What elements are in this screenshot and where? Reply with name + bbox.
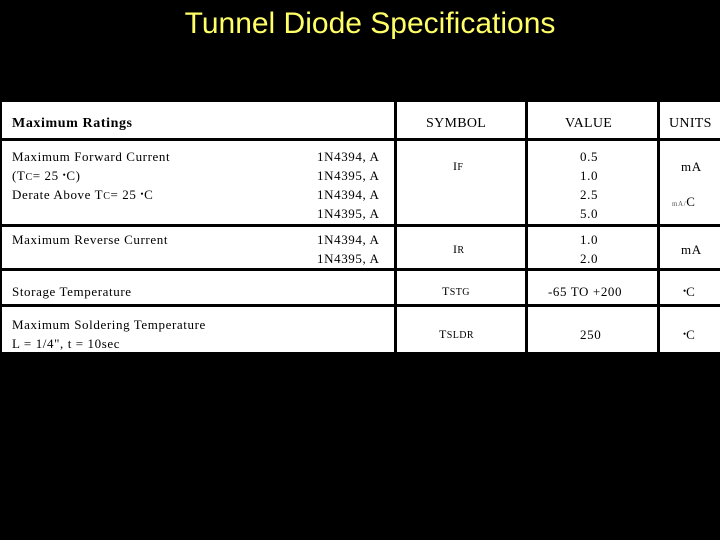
row-divider	[397, 304, 720, 307]
storage-temperature-value: -65 TO +200	[548, 284, 623, 299]
reverse-current-label: Maximum Reverse Current	[12, 232, 169, 247]
row-divider	[2, 304, 394, 307]
part-number: 1N4395, A	[317, 251, 380, 266]
storage-temperature-label: Storage Temperature	[12, 284, 132, 299]
soldering-temperature-value: 250	[580, 327, 602, 342]
header-symbol: SYMBOL	[426, 116, 487, 131]
derate-condition: Derate Above TC= 25 •C	[12, 187, 154, 202]
forward-current-value: 0.5	[580, 149, 599, 164]
forward-current-unit: mA	[681, 159, 702, 174]
header-units: UNITS	[669, 116, 712, 131]
reverse-current-unit: mA	[681, 242, 702, 257]
derate-unit: mA/C	[672, 194, 696, 209]
derate-value: 5.0	[580, 206, 599, 221]
reverse-current-value: 1.0	[580, 232, 599, 247]
forward-current-symbol: IF	[453, 159, 464, 173]
soldering-temperature-symbol: TSLDR	[439, 327, 474, 341]
soldering-condition: L = 1/4", t = 10sec	[12, 336, 121, 351]
part-number: 1N4394, A	[317, 149, 380, 164]
header-value: VALUE	[565, 116, 613, 131]
row-divider	[2, 268, 720, 271]
forward-current-value: 1.0	[580, 168, 599, 183]
derate-value: 2.5	[580, 187, 599, 202]
soldering-temperature-label: Maximum Soldering Temperature	[12, 317, 206, 332]
header-maximum-ratings: Maximum Ratings	[12, 116, 133, 131]
row-divider	[2, 224, 720, 227]
reverse-current-symbol: IR	[453, 242, 465, 256]
storage-temperature-symbol: TSTG	[442, 284, 470, 298]
part-number: 1N4394, A	[317, 232, 380, 247]
part-number: 1N4394, A	[317, 187, 380, 202]
slide-title: Tunnel Diode Specifications	[184, 7, 556, 40]
soldering-temperature-unit: •C	[683, 327, 695, 342]
forward-current-label: Maximum Forward Current	[12, 149, 171, 164]
row-divider	[2, 138, 720, 141]
part-number: 1N4395, A	[317, 168, 380, 183]
storage-temperature-unit: •C	[683, 284, 695, 299]
part-number: 1N4395, A	[317, 206, 380, 221]
spec-table	[2, 102, 720, 352]
forward-current-condition: (TC= 25 •C)	[12, 168, 81, 183]
reverse-current-value: 2.0	[580, 251, 599, 266]
